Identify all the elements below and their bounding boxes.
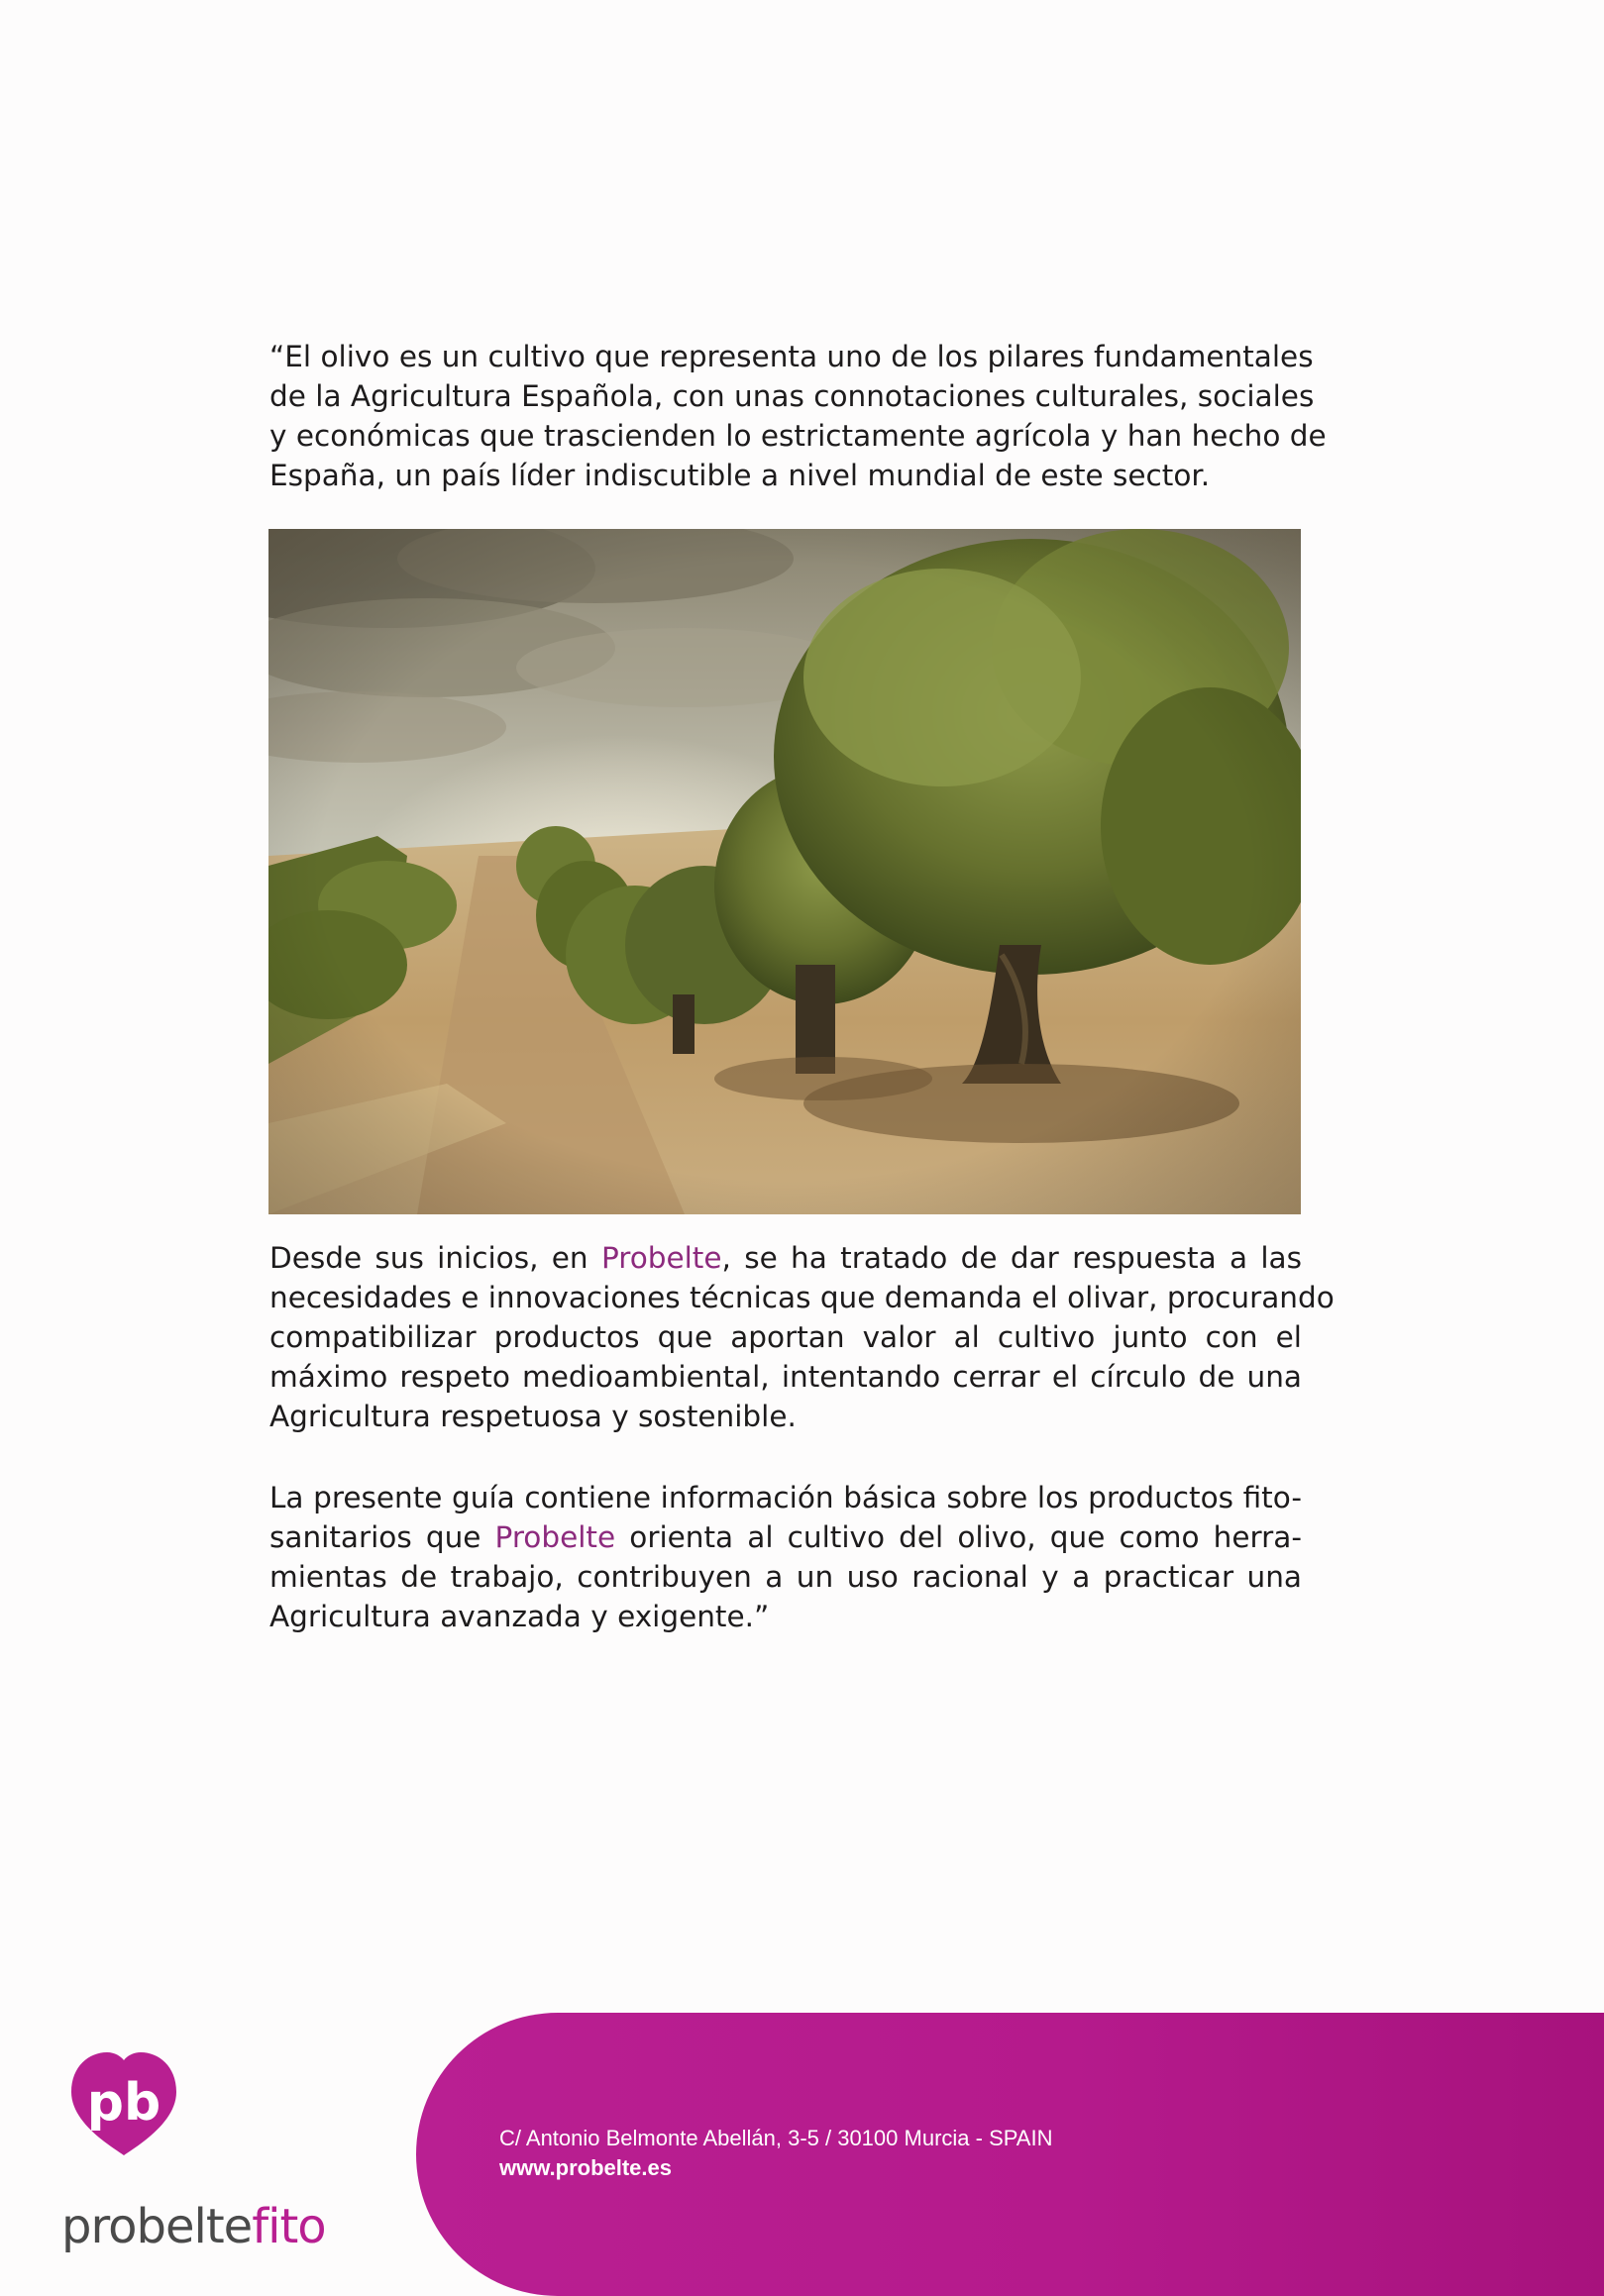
paragraph-line: Agricultura avanzada y exigente.” — [269, 1600, 770, 1633]
brand-name-probelte: Probelte — [600, 1241, 722, 1275]
paragraph-probelte-origins — [269, 1238, 1335, 1436]
footer-address: C/ Antonio Belmonte Abellán, 3-5 / 30100 Murcia - SPAIN — [499, 2126, 1053, 2150]
intro-quote-line: España, un país líder indiscutible a nivel mundial de este sector. — [269, 459, 1211, 492]
brand-name-probelte: Probelte — [494, 1520, 616, 1554]
intro-quote-line: “El olivo es un cultivo que representa uno de los pilares fundamentales — [269, 340, 1314, 373]
olive-grove-photo — [268, 529, 1301, 1214]
paragraph-line: máximo respeto medioambiental, intentando cerrar el círculo de una — [269, 1360, 1302, 1394]
intro-quote-line: y económicas que trascienden lo estrictamente agrícola y han hecho de — [269, 419, 1327, 453]
probelte-logo-icon — [63, 2044, 184, 2163]
probelte-fito-wordmark — [61, 2199, 326, 2254]
text-run: Desde sus inicios, en — [269, 1241, 601, 1275]
paragraph-line: mientas de trabajo, contribuyen a un uso racional y a practicar una — [269, 1560, 1302, 1594]
text-run: orienta al cultivo del olivo, que como herra- — [615, 1520, 1302, 1554]
footer-website-link[interactable]: www.probelte.es — [499, 2155, 673, 2180]
paragraph-line — [269, 1238, 1302, 1278]
intro-quote — [269, 337, 1327, 495]
paragraph-line: La presente guía contiene información básica sobre los productos fito- — [269, 1481, 1302, 1514]
paragraph-line — [269, 1517, 1302, 1557]
paragraph-guide-description — [269, 1478, 1302, 1636]
paragraph-line: compatibilizar productos que aportan valor al cultivo junto con el — [269, 1320, 1302, 1354]
wordmark-fito: fito — [252, 2199, 326, 2254]
logo-monogram: pb — [86, 2073, 161, 2133]
paragraph-line: Agricultura respetuosa y sostenible. — [269, 1400, 797, 1433]
paragraph-line: necesidades e innovaciones técnicas que demanda el olivar, procurando — [269, 1281, 1335, 1314]
text-run: sanitarios que — [269, 1520, 495, 1554]
text-run: , se ha tratado de dar respuesta a las — [721, 1241, 1302, 1275]
wordmark-probelte: probelte — [61, 2199, 253, 2254]
intro-quote-line: de la Agricultura Española, con unas connotaciones culturales, sociales — [269, 379, 1315, 413]
